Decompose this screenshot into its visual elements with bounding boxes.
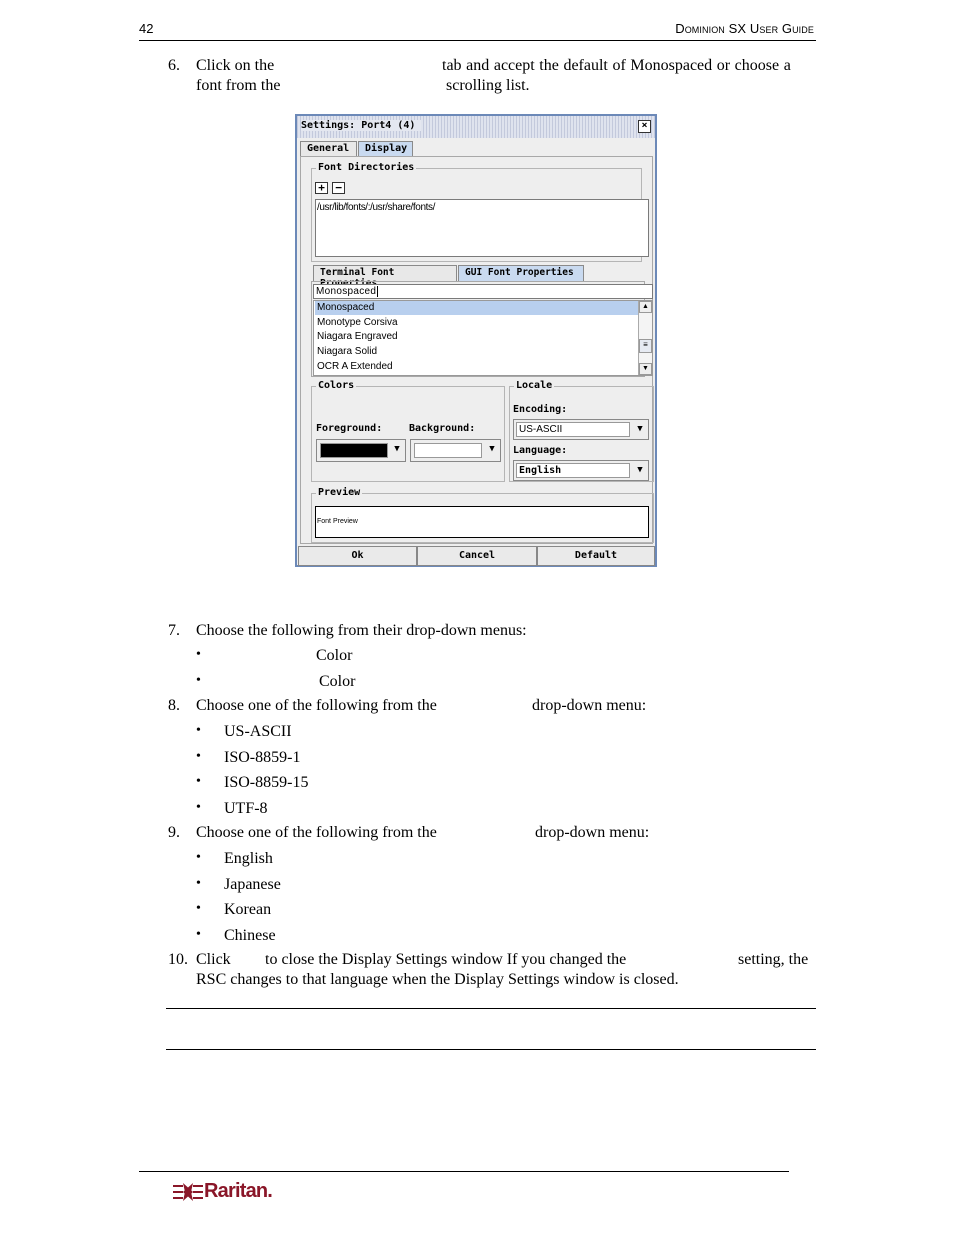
step-text: setting, the — [738, 951, 809, 968]
step-number: 9. — [168, 824, 180, 841]
step-text: Choose the following from their drop-down menus: — [196, 622, 527, 639]
display-settings-dialog — [295, 114, 657, 567]
raritan-logo — [173, 1181, 283, 1203]
raritan-logo-icon — [173, 1182, 203, 1202]
ok-button[interactable]: Ok — [298, 546, 417, 566]
group-label: Preview — [318, 487, 361, 498]
dialog-title-bar — [297, 116, 655, 138]
step-text: Choose one of the following from the — [196, 824, 437, 841]
background-swatch — [414, 443, 482, 458]
chevron-down-icon[interactable]: ▼ — [637, 424, 643, 434]
colors-group — [311, 380, 505, 482]
font-path: /usr/lib/fonts/:/usr/share/fonts/ — [317, 202, 435, 213]
font-directories-field[interactable] — [315, 199, 649, 257]
note-rule-top — [166, 1008, 816, 1009]
bullet-text: Color — [319, 673, 356, 690]
preview-group — [311, 487, 654, 543]
background-label: Background: — [409, 423, 476, 434]
chevron-down-icon[interactable]: ▼ — [394, 444, 400, 454]
bullet-text: ISO-8859-15 — [224, 774, 309, 791]
bullet: • — [196, 774, 201, 789]
scroll-thumb-icon[interactable]: ≡ — [639, 339, 652, 353]
foreground-color-select[interactable] — [316, 439, 406, 462]
step-number: 10. — [168, 951, 188, 968]
footer-rule — [139, 1171, 789, 1172]
list-item[interactable]: Monotype Corsiva — [317, 317, 398, 328]
bullet: • — [196, 800, 201, 815]
step-text: Choose one of the following from the — [196, 697, 437, 714]
dialog-title: Settings: Port4 (4) — [301, 120, 421, 131]
font-list[interactable] — [313, 300, 653, 376]
tab-display[interactable]: Display — [358, 141, 413, 157]
bullet: • — [196, 901, 201, 916]
plus-icon[interactable]: + — [315, 182, 328, 194]
font-preview: Font Preview — [315, 506, 649, 538]
step-number: 8. — [168, 697, 180, 714]
minus-icon[interactable]: − — [332, 182, 345, 194]
display-tab-panel — [300, 156, 653, 544]
bullet: • — [196, 673, 201, 688]
step-number: 6. — [168, 57, 180, 74]
step-text: tab and accept the default of Monospaced or choose a — [442, 57, 791, 74]
close-icon[interactable]: × — [638, 120, 651, 133]
encoding-select[interactable] — [513, 419, 649, 440]
step-text: to close the Display Settings window If you changed the — [265, 951, 627, 968]
raritan-logo-text: Raritan. — [204, 1180, 273, 1202]
step-text: scrolling list. — [446, 77, 530, 94]
default-button[interactable]: Default — [537, 546, 655, 566]
step-text: drop-down menu: — [535, 824, 650, 841]
bullet-text: Color — [316, 647, 353, 664]
bullet: • — [196, 876, 201, 891]
cancel-button[interactable]: Cancel — [417, 546, 537, 566]
gui-font-panel — [311, 281, 649, 377]
bullet: • — [196, 927, 201, 942]
bullet-text: ISO-8859-1 — [224, 749, 301, 766]
step-text: Click on the — [196, 57, 275, 74]
tab-general[interactable]: General — [300, 141, 357, 157]
list-item[interactable]: Monospaced — [315, 301, 639, 315]
encoding-label: Encoding: — [513, 404, 568, 415]
language-label: Language: — [513, 445, 568, 456]
language-select[interactable] — [513, 460, 649, 481]
list-item[interactable]: OCR A Extended — [317, 361, 393, 372]
chevron-down-icon[interactable]: ▼ — [489, 444, 495, 454]
font-list-scrollbar[interactable] — [638, 301, 652, 375]
bullet: • — [196, 749, 201, 764]
tab-terminal-font-properties[interactable]: Terminal Font — [313, 265, 457, 281]
list-item[interactable]: Niagara Solid — [317, 346, 378, 357]
foreground-swatch — [320, 443, 388, 458]
bullet: • — [196, 647, 201, 662]
bullet-text: UTF-8 — [224, 800, 268, 817]
foreground-label: Foreground: — [316, 423, 383, 434]
bullet: • — [196, 723, 201, 738]
document-title: Dominion SX User Guide — [675, 21, 814, 36]
group-label: Font Directories — [318, 162, 415, 173]
language-value: English — [516, 463, 630, 478]
bullet-text: Japanese — [224, 876, 281, 893]
step-text: font from the — [196, 77, 281, 94]
step-number: 7. — [168, 622, 180, 639]
list-item[interactable]: Niagara Engraved — [317, 331, 398, 342]
step-text: Click — [196, 951, 231, 968]
step-text: drop-down menu: — [532, 697, 647, 714]
encoding-value: US-ASCII — [516, 422, 630, 437]
group-label: Locale — [516, 380, 553, 391]
step-text: RSC changes to that language when the Display Settings window is closed. — [196, 971, 679, 988]
scroll-up-icon[interactable]: ▲ — [639, 301, 652, 313]
bullet-text: US-ASCII — [224, 723, 292, 740]
chevron-down-icon[interactable]: ▼ — [637, 465, 643, 475]
bullet: • — [196, 850, 201, 865]
font-name-input[interactable]: Monospaced — [313, 284, 653, 299]
bullet-text: Korean — [224, 901, 272, 918]
font-directories-group — [311, 162, 642, 262]
page-number: 42 — [139, 21, 154, 36]
tab-gui-font-properties[interactable]: GUI Font Properties — [458, 265, 584, 281]
note-rule-bottom — [166, 1049, 816, 1050]
group-label: Colors — [318, 380, 355, 391]
background-color-select[interactable] — [410, 439, 501, 462]
header-rule — [139, 40, 816, 41]
locale-group — [509, 380, 654, 482]
scroll-down-icon[interactable]: ▼ — [639, 363, 652, 375]
bullet-text: Chinese — [224, 927, 276, 944]
bullet-text: English — [224, 850, 273, 867]
